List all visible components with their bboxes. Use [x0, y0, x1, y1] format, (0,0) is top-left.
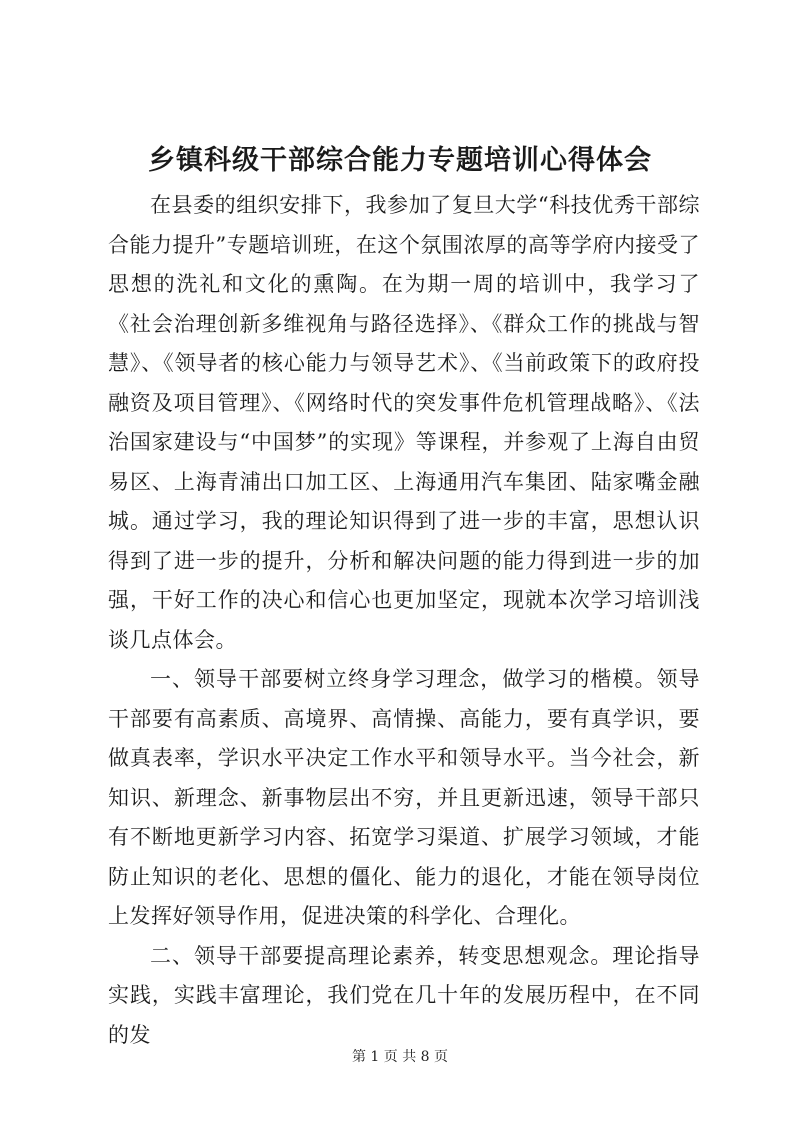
paragraph-point-two: 二、领导干部要提高理论素养，转变思想观念。理论指导实践，实践丰富理论，我们党在几十年的发展历程中，在不同的发: [108, 943, 700, 1047]
document-title: 乡镇科级干部综合能力专题培训心得体会: [148, 145, 652, 176]
document-body: [108, 186, 700, 1055]
paragraph-intro: 在县委的组织安排下，我参加了复旦大学“科技优秀干部综合能力提升”专题培训班，在这个氛围浓厚的高等学府内接受了思想的洗礼和文化的熏陶。在为期一周的培训中，我学习了《社会治理创新多维视角与路径选择》、《群众工作的挑战与智慧》、《领导者的核心能力与领导艺术》、《当前政策下的政府投融资及项目管理》、《网络时代的突发事件危机管理战略》、《法治国家建设与“中国梦”的实现》等课程，并参观了上海自由贸易区、上海青浦出口加工区、上海通用汽车集团、陆家嘴金融城。通过学习，我的理论知识得到了进一步的丰富，思想认识得到了进一步的提升，分析和解决问题的能力得到进一步的加强，干好工作的决心和信心也更加坚定，现就本次学习培训浅谈几点体会。: [108, 193, 700, 652]
page-number-footer: 第 1 页 共 8 页: [351, 1049, 449, 1065]
paragraph-point-one: 一、领导干部要树立终身学习理念，做学习的楷模。领导干部要有高素质、高境界、高情操、高能力，要有真学识，要做真表率，学识水平决定工作水平和领导水平。当今社会，新知识、新理念、新事物层出不穷，并且更新迅速，领导干部只有不断地更新学习内容、拓宽学习渠道、扩展学习领域，才能防止知识的老化、思想的僵化、能力的退化，才能在领导岗位上发挥好领导作用，促进决策的科学化、合理化。: [108, 667, 700, 928]
